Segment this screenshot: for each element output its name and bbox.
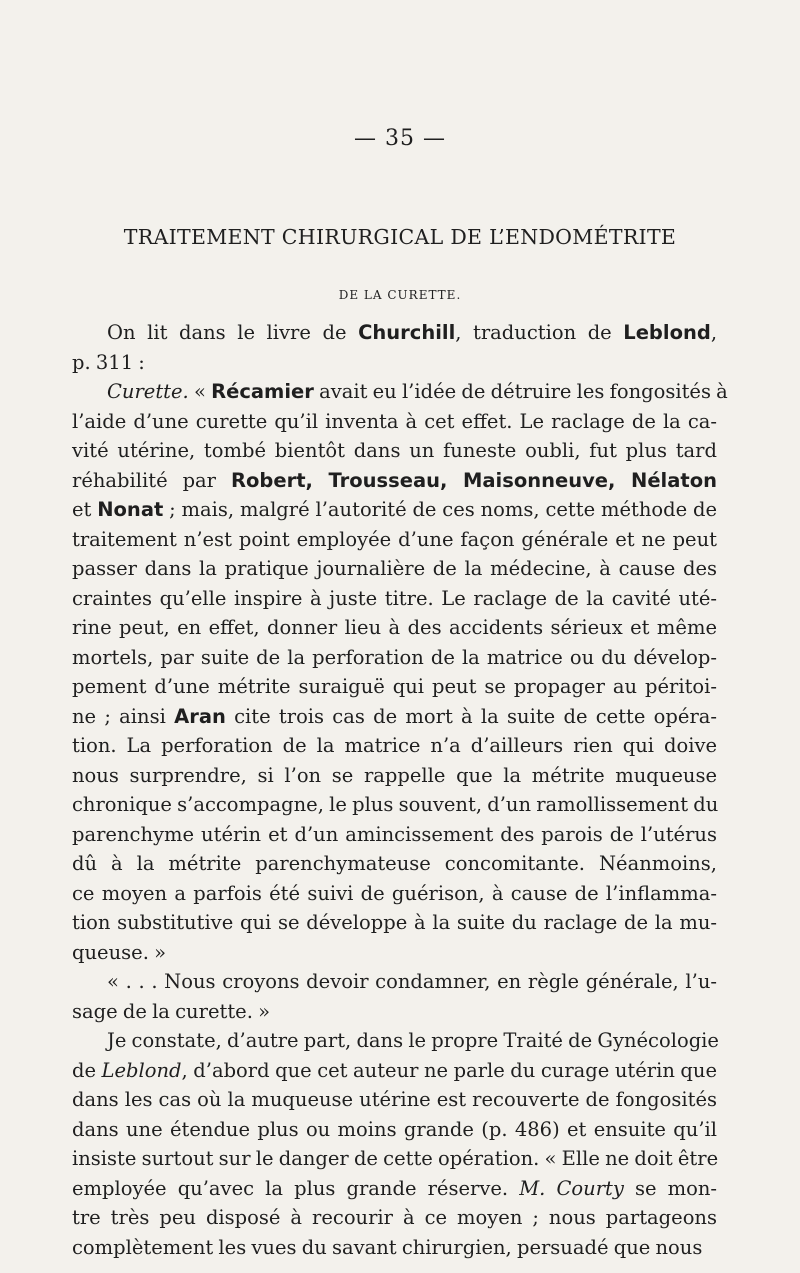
text-line <box>72 613 717 643</box>
text-line <box>72 1144 717 1174</box>
text-run: « <box>188 380 212 403</box>
text-run: Je constate, d’autre part, dans le propre Traité de Gynécologie <box>107 1029 719 1052</box>
text-run: sage de la curette. » <box>72 999 271 1023</box>
text-line <box>72 849 717 879</box>
text-line <box>72 1233 717 1263</box>
text-line <box>72 997 717 1027</box>
section-subtitle: DE LA CURETTE. <box>338 288 462 302</box>
text-line <box>72 348 717 378</box>
text-run: se mon- <box>623 1176 718 1200</box>
bold-name: Récamier <box>211 380 314 403</box>
text-run: rine peut, en effet, donner lieu à des accidents sérieux et même <box>72 616 717 639</box>
text-run: tion substitutive qui se développe à la suite du raclage de la mu- <box>72 911 717 934</box>
text-run: , traduction de <box>455 321 624 344</box>
text-run: queuse. » <box>72 940 167 964</box>
chapter-title: TRAITEMENT CHIRURGICAL DE L’ENDOMÉTRITE <box>123 225 677 249</box>
page-number: — 35 — <box>354 126 446 151</box>
text-line <box>72 790 717 820</box>
text-run: tre très peu disposé à recourir à ce moyen ; nous partageons <box>72 1206 717 1229</box>
text-run: ne ; ainsi <box>72 704 175 728</box>
text-run: et <box>72 498 98 521</box>
text-run: ; mais, malgré l’autorité de ces noms, cette méthode de <box>163 498 718 521</box>
text-line <box>72 1174 717 1204</box>
text-run: traitement n’est point employée d’une façon générale et ne peut <box>72 527 717 551</box>
text-line <box>72 702 717 732</box>
text-line <box>72 584 717 614</box>
text-run: l’aide d’une curette qu’il inventa à cet effet. Le raclage de la ca- <box>72 409 717 433</box>
text-line <box>72 731 717 761</box>
text-line <box>72 938 717 968</box>
italic-text: M. Courty <box>519 1176 624 1200</box>
text-run: de <box>72 1058 102 1082</box>
text-line <box>72 879 717 909</box>
bold-name: Leblond <box>623 321 711 344</box>
text-line <box>72 1203 717 1233</box>
text-run: On lit dans le livre de <box>107 321 359 344</box>
bold-name: Robert, Trousseau, Maisonneuve, Nélaton <box>230 468 717 492</box>
text-run: , d’abord que cet auteur ne parle du curage utérin que <box>181 1058 717 1082</box>
text-run: passer dans la pratique journalière de la médecine, à cause des <box>72 557 717 580</box>
text-run: employée qu’avec la plus grande réserve. <box>72 1176 520 1200</box>
text-line <box>72 1115 717 1145</box>
text-line <box>72 908 717 938</box>
text-run: p. 311 : <box>72 350 145 374</box>
text-run: nous surprendre, si l’on se rappelle que la métrite muqueuse <box>72 763 717 787</box>
text-run: réhabilité par <box>72 468 231 492</box>
text-run: , <box>710 321 718 344</box>
text-line <box>72 643 717 673</box>
text-run: chronique s’accompagne, le plus souvent, d’un ramollissement du <box>72 793 719 816</box>
text-line <box>72 1026 717 1056</box>
text-run: vité utérine, tombé bientôt dans un funeste oubli, fut plus tard <box>72 439 717 462</box>
italic-text: Curette. <box>107 380 189 403</box>
text-line <box>72 761 717 791</box>
text-line <box>72 554 717 584</box>
text-run: dans une étendue plus ou moins grande (p. 486) et ensuite qu’il <box>72 1117 717 1141</box>
text-line <box>72 672 717 702</box>
bold-name: Aran <box>174 704 226 728</box>
text-run: dû à la métrite parenchymateuse concomitante. Néanmoins, <box>72 852 717 875</box>
text-run: tion. La perforation de la matrice n’a d’ailleurs rien qui doive <box>72 734 717 757</box>
text-run: dans les cas où la muqueuse utérine est recouverte de fongosités <box>72 1088 717 1111</box>
text-line <box>72 967 717 997</box>
text-line <box>72 318 717 348</box>
text-run: mortels, par suite de la perforation de la matrice ou du dévelop- <box>72 645 717 669</box>
body-text <box>72 318 728 1262</box>
bold-name: Churchill <box>358 321 456 344</box>
text-run: complètement les vues du savant chirurgien, persuadé que nous <box>72 1235 703 1259</box>
text-run: insiste surtout sur le danger de cette opération. « Elle ne doit être <box>72 1147 719 1170</box>
italic-text: Leblond <box>101 1058 182 1082</box>
text-line <box>72 495 717 525</box>
text-run: ce moyen a parfois été suivi de guérison, à cause de l’inflamma- <box>72 881 717 905</box>
text-line <box>72 1085 717 1115</box>
text-line <box>72 377 728 407</box>
text-run: cite trois cas de mort à la suite de cette opéra- <box>225 704 717 728</box>
text-line <box>72 407 717 437</box>
text-run: craintes qu’elle inspire à juste titre. Le raclage de la cavité uté- <box>72 586 717 610</box>
text-line <box>72 1056 717 1086</box>
text-line <box>72 820 717 850</box>
text-line <box>72 436 717 466</box>
bold-name: Nonat <box>97 498 164 521</box>
text-run: « . . . Nous croyons devoir condamner, en règle générale, l’u- <box>107 970 717 993</box>
text-run: pement d’une métrite suraiguë qui peut se propager au péritoi- <box>72 675 717 698</box>
text-run: parenchyme utérin et d’un amincissement des parois de l’utérus <box>72 822 717 846</box>
text-line <box>72 525 717 555</box>
text-line <box>72 466 717 496</box>
text-run: avait eu l’idée de détruire les fongosités à <box>313 380 728 403</box>
